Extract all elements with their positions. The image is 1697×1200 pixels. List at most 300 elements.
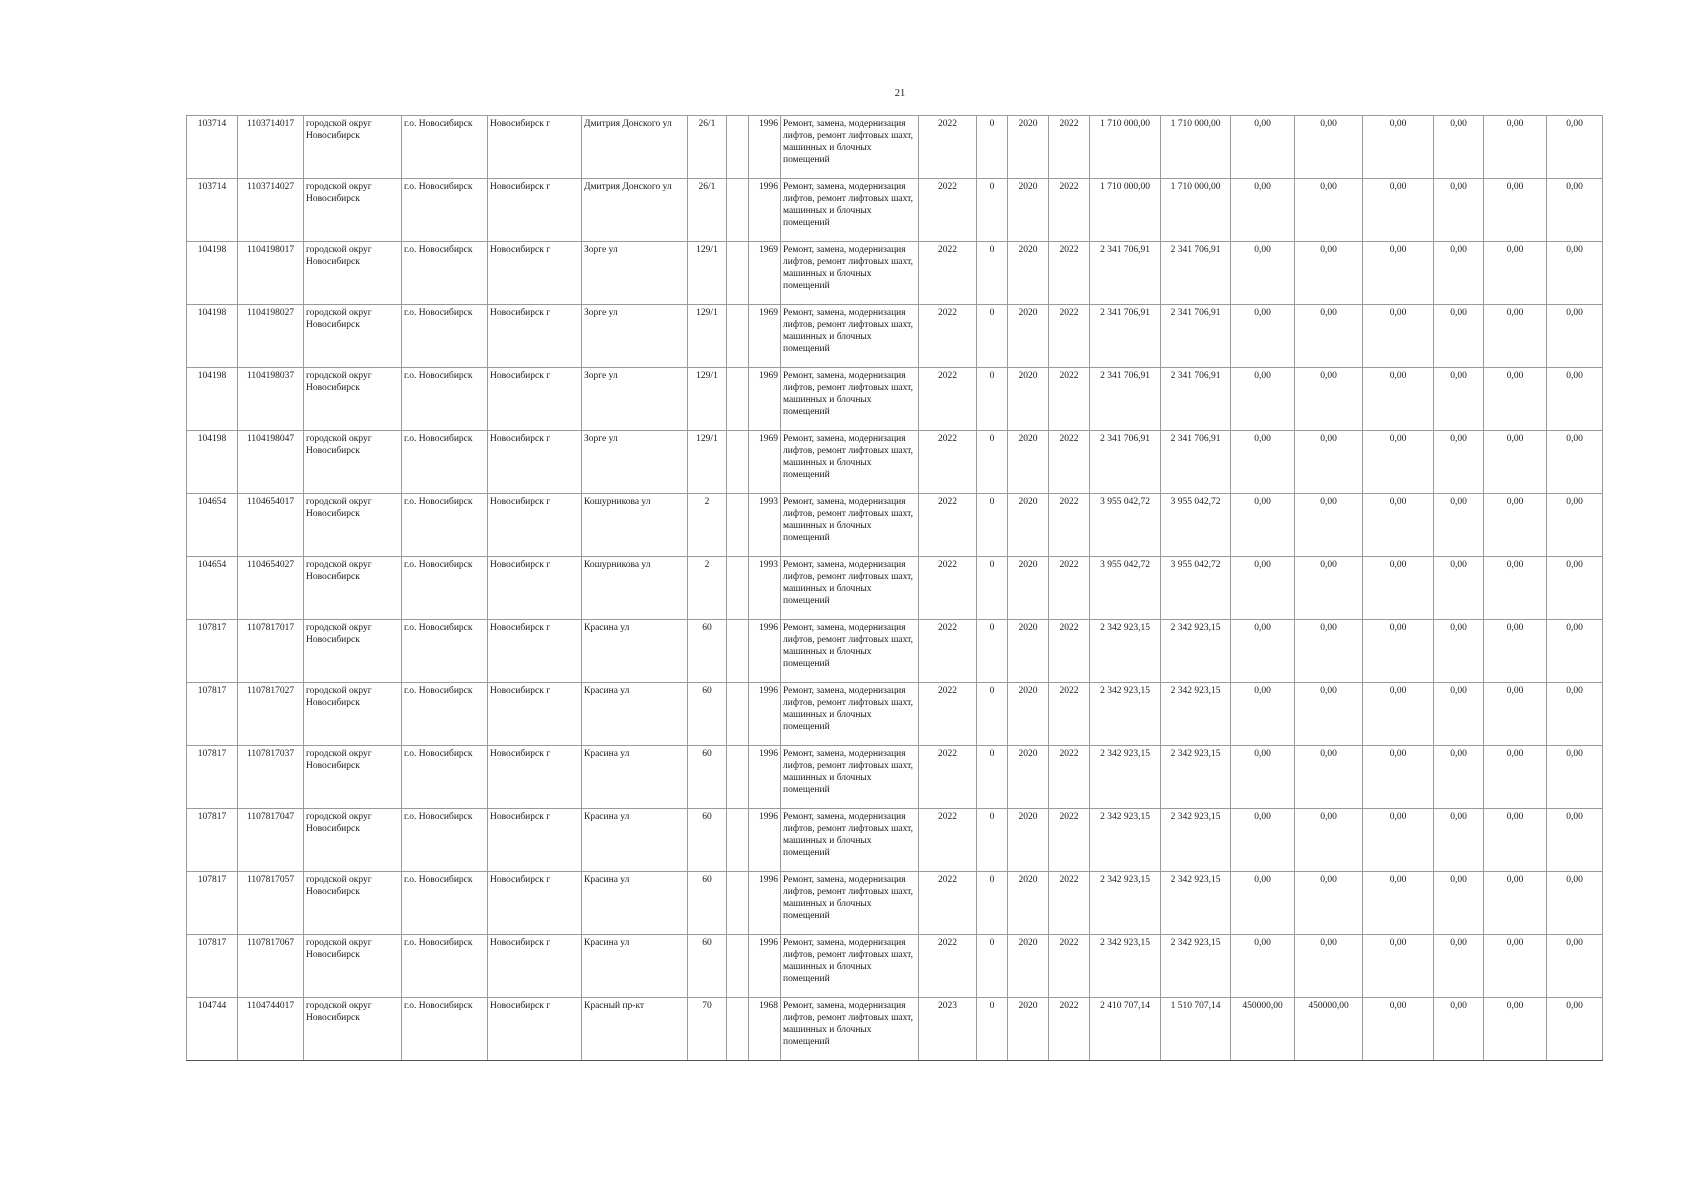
flag-cell: 0: [977, 242, 1008, 305]
regional-cost-cell: 0,00: [1363, 683, 1434, 746]
city-cell: Новосибирск г: [488, 431, 582, 494]
local-cost-cell: 0,00: [1434, 683, 1484, 746]
survey-year-cell: 2020: [1008, 116, 1049, 179]
survey-year-cell: 2020: [1008, 809, 1049, 872]
fund-cost-cell: 2 341 706,91: [1161, 305, 1231, 368]
local-cost-cell: 0,00: [1434, 746, 1484, 809]
total-cost-cell: 1 710 000,00: [1090, 116, 1161, 179]
subsidy-cost-cell: 0,00: [1295, 242, 1363, 305]
owners-cost-cell: 0,00: [1484, 179, 1547, 242]
flag-cell: 0: [977, 368, 1008, 431]
survey-year-cell: 2020: [1008, 179, 1049, 242]
municipality-cell: городской округ Новосибирск: [304, 809, 402, 872]
build-year-cell: 1993: [749, 494, 781, 557]
subsidy-cost-cell: 0,00: [1295, 746, 1363, 809]
build-year-cell: 1996: [749, 746, 781, 809]
municipality-cell: городской округ Новосибирск: [304, 368, 402, 431]
subsidy-cost-cell: 0,00: [1295, 683, 1363, 746]
plan-year-cell: 2022: [919, 746, 977, 809]
survey-year-end-cell: 2022: [1049, 683, 1090, 746]
survey-year-end-cell: 2022: [1049, 368, 1090, 431]
survey-year-cell: 2020: [1008, 935, 1049, 998]
total-cost-cell: 2 342 923,15: [1090, 935, 1161, 998]
total-cost-cell: 2 410 707,14: [1090, 998, 1161, 1061]
survey-year-cell: 2020: [1008, 872, 1049, 935]
building-id-cell: 104654: [187, 494, 238, 557]
page-number: 21: [894, 88, 906, 99]
flag-cell: 0: [977, 116, 1008, 179]
budget-cost-cell: 0,00: [1231, 305, 1295, 368]
owners-cost-cell: 0,00: [1484, 809, 1547, 872]
table-row: [187, 872, 1603, 935]
owners-cost-cell: 0,00: [1484, 368, 1547, 431]
subsidy-cost-cell: 0,00: [1295, 305, 1363, 368]
work-type-cell: Ремонт, замена, модернизация лифтов, ремонт лифтовых шахт, машинных и блочных помещений: [781, 116, 919, 179]
building-letter-cell: [727, 557, 749, 620]
city-cell: Новосибирск г: [488, 809, 582, 872]
survey-year-cell: 2020: [1008, 368, 1049, 431]
build-year-cell: 1969: [749, 431, 781, 494]
build-year-cell: 1996: [749, 179, 781, 242]
city-cell: Новосибирск г: [488, 683, 582, 746]
subsidy-cost-cell: 0,00: [1295, 935, 1363, 998]
regional-cost-cell: 0,00: [1363, 872, 1434, 935]
building-id-cell: 103714: [187, 116, 238, 179]
build-year-cell: 1993: [749, 557, 781, 620]
element-id-cell: 1107817027: [238, 683, 304, 746]
local-cost-cell: 0,00: [1434, 305, 1484, 368]
survey-year-cell: 2020: [1008, 998, 1049, 1061]
local-cost-cell: 0,00: [1434, 620, 1484, 683]
subsidy-cost-cell: 0,00: [1295, 179, 1363, 242]
other-cost-cell: 0,00: [1547, 746, 1603, 809]
work-type-cell: Ремонт, замена, модернизация лифтов, ремонт лифтовых шахт, машинных и блочных помещений: [781, 683, 919, 746]
total-cost-cell: 2 342 923,15: [1090, 620, 1161, 683]
plan-year-cell: 2022: [919, 683, 977, 746]
budget-cost-cell: 0,00: [1231, 620, 1295, 683]
plan-year-cell: 2022: [919, 242, 977, 305]
building-id-cell: 107817: [187, 872, 238, 935]
street-cell: Красина ул: [582, 683, 688, 746]
plan-year-cell: 2022: [919, 305, 977, 368]
work-type-cell: Ремонт, замена, модернизация лифтов, ремонт лифтовых шахт, машинных и блочных помещений: [781, 305, 919, 368]
plan-year-cell: 2022: [919, 872, 977, 935]
table-row: [187, 116, 1603, 179]
budget-cost-cell: 0,00: [1231, 242, 1295, 305]
house-number-cell: 60: [688, 746, 727, 809]
element-id-cell: 1104654017: [238, 494, 304, 557]
element-id-cell: 1107817037: [238, 746, 304, 809]
other-cost-cell: 0,00: [1547, 872, 1603, 935]
owners-cost-cell: 0,00: [1484, 557, 1547, 620]
element-id-cell: 1103714017: [238, 116, 304, 179]
survey-year-end-cell: 2022: [1049, 809, 1090, 872]
district-cell: г.о. Новосибирск: [402, 557, 488, 620]
flag-cell: 0: [977, 557, 1008, 620]
district-cell: г.о. Новосибирск: [402, 935, 488, 998]
other-cost-cell: 0,00: [1547, 620, 1603, 683]
building-letter-cell: [727, 998, 749, 1061]
other-cost-cell: 0,00: [1547, 242, 1603, 305]
district-cell: г.о. Новосибирск: [402, 746, 488, 809]
work-type-cell: Ремонт, замена, модернизация лифтов, ремонт лифтовых шахт, машинных и блочных помещений: [781, 872, 919, 935]
house-number-cell: 26/1: [688, 116, 727, 179]
build-year-cell: 1996: [749, 935, 781, 998]
subsidy-cost-cell: 0,00: [1295, 494, 1363, 557]
city-cell: Новосибирск г: [488, 620, 582, 683]
table-row: [187, 305, 1603, 368]
street-cell: Дмитрия Донского ул: [582, 116, 688, 179]
local-cost-cell: 0,00: [1434, 116, 1484, 179]
total-cost-cell: 2 341 706,91: [1090, 242, 1161, 305]
element-id-cell: 1107817017: [238, 620, 304, 683]
other-cost-cell: 0,00: [1547, 431, 1603, 494]
regional-cost-cell: 0,00: [1363, 242, 1434, 305]
building-letter-cell: [727, 935, 749, 998]
street-cell: Дмитрия Донского ул: [582, 179, 688, 242]
budget-cost-cell: 0,00: [1231, 494, 1295, 557]
element-id-cell: 1104744017: [238, 998, 304, 1061]
table-row: [187, 557, 1603, 620]
street-cell: Кошурникова ул: [582, 557, 688, 620]
work-type-cell: Ремонт, замена, модернизация лифтов, ремонт лифтовых шахт, машинных и блочных помещений: [781, 809, 919, 872]
building-id-cell: 104654: [187, 557, 238, 620]
flag-cell: 0: [977, 935, 1008, 998]
plan-year-cell: 2022: [919, 620, 977, 683]
municipality-cell: городской округ Новосибирск: [304, 494, 402, 557]
local-cost-cell: 0,00: [1434, 494, 1484, 557]
city-cell: Новосибирск г: [488, 179, 582, 242]
plan-year-cell: 2022: [919, 557, 977, 620]
subsidy-cost-cell: 0,00: [1295, 431, 1363, 494]
table-body: [187, 116, 1603, 1061]
district-cell: г.о. Новосибирск: [402, 872, 488, 935]
element-id-cell: 1104198037: [238, 368, 304, 431]
table-row: [187, 242, 1603, 305]
survey-year-end-cell: 2022: [1049, 116, 1090, 179]
building-id-cell: 107817: [187, 620, 238, 683]
district-cell: г.о. Новосибирск: [402, 431, 488, 494]
table-row: [187, 683, 1603, 746]
work-type-cell: Ремонт, замена, модернизация лифтов, ремонт лифтовых шахт, машинных и блочных помещений: [781, 179, 919, 242]
municipality-cell: городской округ Новосибирск: [304, 683, 402, 746]
survey-year-end-cell: 2022: [1049, 620, 1090, 683]
subsidy-cost-cell: 0,00: [1295, 116, 1363, 179]
regional-cost-cell: 0,00: [1363, 746, 1434, 809]
survey-year-end-cell: 2022: [1049, 431, 1090, 494]
survey-year-cell: 2020: [1008, 557, 1049, 620]
city-cell: Новосибирск г: [488, 746, 582, 809]
total-cost-cell: 1 710 000,00: [1090, 179, 1161, 242]
build-year-cell: 1996: [749, 620, 781, 683]
other-cost-cell: 0,00: [1547, 809, 1603, 872]
table-row: [187, 620, 1603, 683]
regional-cost-cell: 0,00: [1363, 179, 1434, 242]
local-cost-cell: 0,00: [1434, 998, 1484, 1061]
survey-year-end-cell: 2022: [1049, 872, 1090, 935]
regional-cost-cell: 0,00: [1363, 557, 1434, 620]
street-cell: Красный пр-кт: [582, 998, 688, 1061]
work-type-cell: Ремонт, замена, модернизация лифтов, ремонт лифтовых шахт, машинных и блочных помещений: [781, 494, 919, 557]
plan-year-cell: 2023: [919, 998, 977, 1061]
element-id-cell: 1104654027: [238, 557, 304, 620]
municipality-cell: городской округ Новосибирск: [304, 998, 402, 1061]
other-cost-cell: 0,00: [1547, 557, 1603, 620]
house-number-cell: 60: [688, 935, 727, 998]
fund-cost-cell: 2 342 923,15: [1161, 809, 1231, 872]
subsidy-cost-cell: 0,00: [1295, 809, 1363, 872]
plan-year-cell: 2022: [919, 809, 977, 872]
house-number-cell: 60: [688, 809, 727, 872]
city-cell: Новосибирск г: [488, 494, 582, 557]
regional-cost-cell: 0,00: [1363, 620, 1434, 683]
building-letter-cell: [727, 620, 749, 683]
local-cost-cell: 0,00: [1434, 431, 1484, 494]
municipality-cell: городской округ Новосибирск: [304, 935, 402, 998]
building-id-cell: 104198: [187, 305, 238, 368]
owners-cost-cell: 0,00: [1484, 494, 1547, 557]
local-cost-cell: 0,00: [1434, 872, 1484, 935]
house-number-cell: 129/1: [688, 242, 727, 305]
build-year-cell: 1996: [749, 683, 781, 746]
survey-year-cell: 2020: [1008, 683, 1049, 746]
street-cell: Зорге ул: [582, 242, 688, 305]
plan-year-cell: 2022: [919, 935, 977, 998]
owners-cost-cell: 0,00: [1484, 305, 1547, 368]
municipality-cell: городской округ Новосибирск: [304, 179, 402, 242]
survey-year-cell: 2020: [1008, 494, 1049, 557]
plan-year-cell: 2022: [919, 494, 977, 557]
survey-year-cell: 2020: [1008, 305, 1049, 368]
regional-cost-cell: 0,00: [1363, 494, 1434, 557]
regional-cost-cell: 0,00: [1363, 998, 1434, 1061]
subsidy-cost-cell: 450000,00: [1295, 998, 1363, 1061]
municipality-cell: городской округ Новосибирск: [304, 872, 402, 935]
street-cell: Зорге ул: [582, 368, 688, 431]
survey-year-end-cell: 2022: [1049, 179, 1090, 242]
survey-year-cell: 2020: [1008, 620, 1049, 683]
fund-cost-cell: 2 341 706,91: [1161, 242, 1231, 305]
city-cell: Новосибирск г: [488, 116, 582, 179]
district-cell: г.о. Новосибирск: [402, 494, 488, 557]
flag-cell: 0: [977, 746, 1008, 809]
total-cost-cell: 2 342 923,15: [1090, 809, 1161, 872]
street-cell: Красина ул: [582, 872, 688, 935]
owners-cost-cell: 0,00: [1484, 683, 1547, 746]
total-cost-cell: 2 341 706,91: [1090, 368, 1161, 431]
fund-cost-cell: 3 955 042,72: [1161, 557, 1231, 620]
building-letter-cell: [727, 809, 749, 872]
subsidy-cost-cell: 0,00: [1295, 368, 1363, 431]
local-cost-cell: 0,00: [1434, 242, 1484, 305]
district-cell: г.о. Новосибирск: [402, 683, 488, 746]
element-id-cell: 1104198047: [238, 431, 304, 494]
total-cost-cell: 2 341 706,91: [1090, 431, 1161, 494]
total-cost-cell: 2 342 923,15: [1090, 683, 1161, 746]
build-year-cell: 1969: [749, 368, 781, 431]
owners-cost-cell: 0,00: [1484, 998, 1547, 1061]
owners-cost-cell: 0,00: [1484, 872, 1547, 935]
fund-cost-cell: 1 510 707,14: [1161, 998, 1231, 1061]
local-cost-cell: 0,00: [1434, 179, 1484, 242]
survey-year-end-cell: 2022: [1049, 746, 1090, 809]
table-row: [187, 368, 1603, 431]
other-cost-cell: 0,00: [1547, 494, 1603, 557]
fund-cost-cell: 2 342 923,15: [1161, 620, 1231, 683]
total-cost-cell: 2 341 706,91: [1090, 305, 1161, 368]
municipality-cell: городской округ Новосибирск: [304, 557, 402, 620]
city-cell: Новосибирск г: [488, 998, 582, 1061]
street-cell: Кошурникова ул: [582, 494, 688, 557]
work-type-cell: Ремонт, замена, модернизация лифтов, ремонт лифтовых шахт, машинных и блочных помещений: [781, 431, 919, 494]
district-cell: г.о. Новосибирск: [402, 998, 488, 1061]
flag-cell: 0: [977, 998, 1008, 1061]
owners-cost-cell: 0,00: [1484, 242, 1547, 305]
table-row: [187, 746, 1603, 809]
work-type-cell: Ремонт, замена, модернизация лифтов, ремонт лифтовых шахт, машинных и блочных помещений: [781, 620, 919, 683]
build-year-cell: 1968: [749, 998, 781, 1061]
building-id-cell: 107817: [187, 809, 238, 872]
owners-cost-cell: 0,00: [1484, 620, 1547, 683]
table-row: [187, 179, 1603, 242]
city-cell: Новосибирск г: [488, 305, 582, 368]
plan-year-cell: 2022: [919, 179, 977, 242]
house-number-cell: 60: [688, 620, 727, 683]
municipality-cell: городской округ Новосибирск: [304, 116, 402, 179]
local-cost-cell: 0,00: [1434, 809, 1484, 872]
building-letter-cell: [727, 116, 749, 179]
total-cost-cell: 3 955 042,72: [1090, 494, 1161, 557]
other-cost-cell: 0,00: [1547, 935, 1603, 998]
budget-cost-cell: 0,00: [1231, 683, 1295, 746]
element-id-cell: 1103714027: [238, 179, 304, 242]
plan-year-cell: 2022: [919, 368, 977, 431]
street-cell: Зорге ул: [582, 431, 688, 494]
build-year-cell: 1996: [749, 809, 781, 872]
district-cell: г.о. Новосибирск: [402, 242, 488, 305]
fund-cost-cell: 2 342 923,15: [1161, 746, 1231, 809]
element-id-cell: 1107817047: [238, 809, 304, 872]
budget-cost-cell: 0,00: [1231, 179, 1295, 242]
city-cell: Новосибирск г: [488, 368, 582, 431]
local-cost-cell: 0,00: [1434, 557, 1484, 620]
flag-cell: 0: [977, 809, 1008, 872]
fund-cost-cell: 1 710 000,00: [1161, 179, 1231, 242]
work-type-cell: Ремонт, замена, модернизация лифтов, ремонт лифтовых шахт, машинных и блочных помещений: [781, 998, 919, 1061]
house-number-cell: 60: [688, 683, 727, 746]
fund-cost-cell: 2 342 923,15: [1161, 935, 1231, 998]
survey-year-end-cell: 2022: [1049, 557, 1090, 620]
budget-cost-cell: 0,00: [1231, 431, 1295, 494]
other-cost-cell: 0,00: [1547, 116, 1603, 179]
regional-cost-cell: 0,00: [1363, 368, 1434, 431]
subsidy-cost-cell: 0,00: [1295, 620, 1363, 683]
district-cell: г.о. Новосибирск: [402, 116, 488, 179]
survey-year-cell: 2020: [1008, 242, 1049, 305]
city-cell: Новосибирск г: [488, 557, 582, 620]
work-type-cell: Ремонт, замена, модернизация лифтов, ремонт лифтовых шахт, машинных и блочных помещений: [781, 368, 919, 431]
district-cell: г.о. Новосибирск: [402, 368, 488, 431]
district-cell: г.о. Новосибирск: [402, 809, 488, 872]
build-year-cell: 1996: [749, 116, 781, 179]
building-letter-cell: [727, 746, 749, 809]
other-cost-cell: 0,00: [1547, 179, 1603, 242]
element-id-cell: 1104198017: [238, 242, 304, 305]
other-cost-cell: 0,00: [1547, 305, 1603, 368]
table-row: [187, 809, 1603, 872]
survey-year-end-cell: 2022: [1049, 998, 1090, 1061]
building-id-cell: 103714: [187, 179, 238, 242]
street-cell: Красина ул: [582, 935, 688, 998]
total-cost-cell: 2 342 923,15: [1090, 746, 1161, 809]
other-cost-cell: 0,00: [1547, 998, 1603, 1061]
house-number-cell: 129/1: [688, 431, 727, 494]
budget-cost-cell: 0,00: [1231, 935, 1295, 998]
house-number-cell: 2: [688, 494, 727, 557]
build-year-cell: 1969: [749, 305, 781, 368]
survey-year-cell: 2020: [1008, 431, 1049, 494]
total-cost-cell: 2 342 923,15: [1090, 872, 1161, 935]
building-letter-cell: [727, 872, 749, 935]
budget-cost-cell: 0,00: [1231, 746, 1295, 809]
budget-cost-cell: 0,00: [1231, 809, 1295, 872]
city-cell: Новосибирск г: [488, 242, 582, 305]
building-letter-cell: [727, 494, 749, 557]
building-id-cell: 107817: [187, 935, 238, 998]
regional-cost-cell: 0,00: [1363, 935, 1434, 998]
house-number-cell: 60: [688, 872, 727, 935]
building-letter-cell: [727, 242, 749, 305]
total-cost-cell: 3 955 042,72: [1090, 557, 1161, 620]
house-number-cell: 129/1: [688, 368, 727, 431]
house-number-cell: 70: [688, 998, 727, 1061]
owners-cost-cell: 0,00: [1484, 935, 1547, 998]
municipality-cell: городской округ Новосибирск: [304, 431, 402, 494]
survey-year-end-cell: 2022: [1049, 305, 1090, 368]
budget-cost-cell: 450000,00: [1231, 998, 1295, 1061]
budget-cost-cell: 0,00: [1231, 872, 1295, 935]
municipality-cell: городской округ Новосибирск: [304, 746, 402, 809]
owners-cost-cell: 0,00: [1484, 116, 1547, 179]
street-cell: Красина ул: [582, 746, 688, 809]
regional-cost-cell: 0,00: [1363, 809, 1434, 872]
subsidy-cost-cell: 0,00: [1295, 557, 1363, 620]
survey-year-end-cell: 2022: [1049, 494, 1090, 557]
local-cost-cell: 0,00: [1434, 935, 1484, 998]
owners-cost-cell: 0,00: [1484, 431, 1547, 494]
municipality-cell: городской округ Новосибирск: [304, 620, 402, 683]
survey-year-cell: 2020: [1008, 746, 1049, 809]
plan-year-cell: 2022: [919, 116, 977, 179]
element-id-cell: 1104198027: [238, 305, 304, 368]
owners-cost-cell: 0,00: [1484, 746, 1547, 809]
table-row: [187, 494, 1603, 557]
regional-cost-cell: 0,00: [1363, 116, 1434, 179]
work-type-cell: Ремонт, замена, модернизация лифтов, ремонт лифтовых шахт, машинных и блочных помещений: [781, 935, 919, 998]
city-cell: Новосибирск г: [488, 935, 582, 998]
district-cell: г.о. Новосибирск: [402, 620, 488, 683]
building-id-cell: 104198: [187, 431, 238, 494]
district-cell: г.о. Новосибирск: [402, 179, 488, 242]
fund-cost-cell: 2 342 923,15: [1161, 872, 1231, 935]
table-row: [187, 935, 1603, 998]
capital-repair-table: [186, 115, 1603, 1061]
regional-cost-cell: 0,00: [1363, 431, 1434, 494]
flag-cell: 0: [977, 431, 1008, 494]
subsidy-cost-cell: 0,00: [1295, 872, 1363, 935]
building-letter-cell: [727, 305, 749, 368]
budget-cost-cell: 0,00: [1231, 557, 1295, 620]
